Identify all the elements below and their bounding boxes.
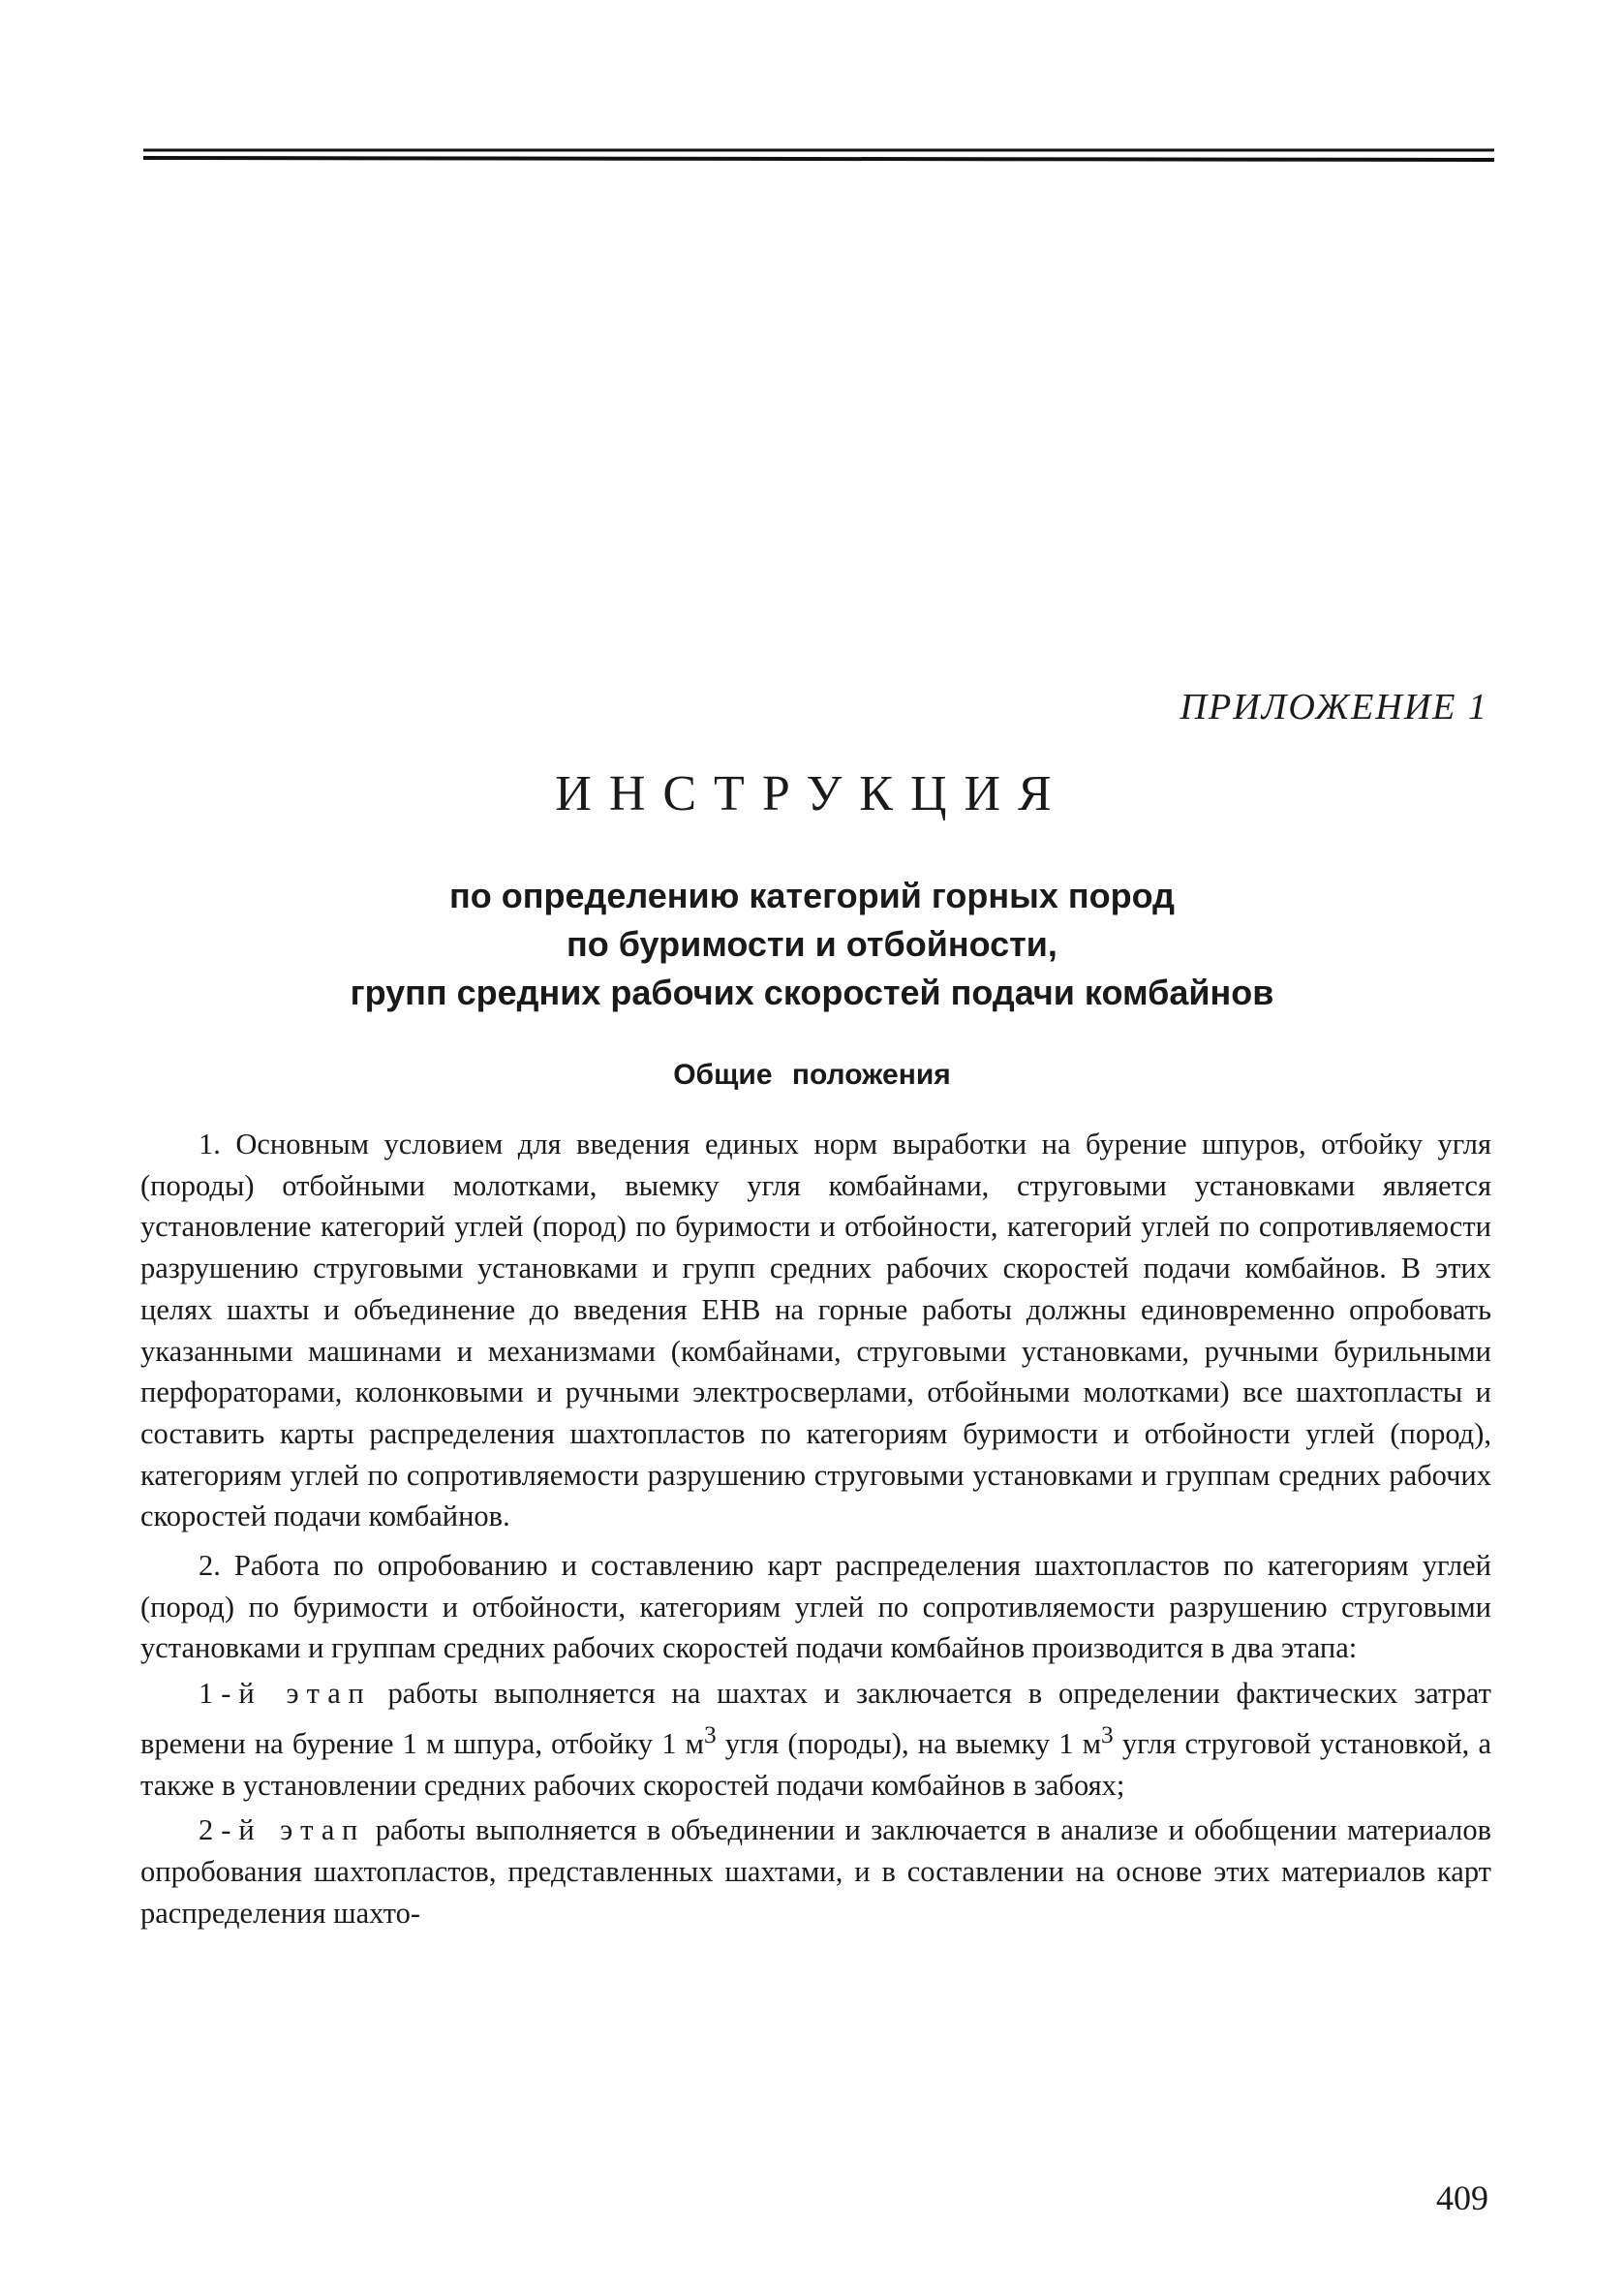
stage-1-label: 1-й этап (199, 1677, 372, 1711)
stage-1-text-c: угля струговой установкой, а также в установлении средних рабочих скоростей подачи комбайнов в забоях; (140, 1727, 1491, 1802)
paragraph-stage-1 (140, 1673, 1491, 1806)
paragraph-2: 2. Работа по опробованию и составлению карт распределения шахтопластов по категориям углей (пород) по буримости и отбойности, категориям углей по сопротивляемости разрушению струговыми установками и группам средних рабочих скоростей подачи комбайнов производится в два этапа: (140, 1549, 1491, 1665)
stage-2-text: работы выполняется в объединении и заключается в анализе и обобщении материалов опробования шахтопластов, представленных шахтами, и в составлении на основе этих материалов карт распределения шахто- (140, 1813, 1491, 1930)
document-title: ИНСТРУКЦИЯ (555, 766, 1069, 821)
paragraph-1: 1. Основным условием для введения единых норм выработки на бурение шпуров, отбойку угля (породы) отбойными молотками, выемку угля комбайнами, струговыми установками является установление категорий углей (пород) по буримости и отбойности, категорий углей по сопротивляемости разрушению струговыми установками и групп средних рабочих скоростей подачи комбайнов. В этих целях шахты и объединение до введения ЕНВ на горные работы должны единовременно опробовать указанными машинами и механизмами (комбайнами, струговыми установками, ручными бурильными перфораторами, колонковыми и ручными электросверлами, отбойными молотками) все шахтопласты и составить карты распределения шахтопластов по категориям буримости и отбойности углей (пород), категориям углей по сопротивляемости разрушению струговыми установками и группам средних рабочих скоростей подачи комбайнов. (140, 1128, 1491, 1533)
stage-2-label: 2-й этап (199, 1813, 366, 1847)
stage-1-text-b: угля (породы), на выемку 1 м (716, 1727, 1102, 1760)
appendix-label: ПРИЛОЖЕНИЕ 1 (1180, 687, 1488, 727)
section-heading: Общие положения (673, 1059, 951, 1091)
superscript-cubic-1: 3 (703, 1720, 717, 1748)
page-number: 409 (1436, 2179, 1488, 2217)
subtitle-line-3: групп средних рабочих скоростей подачи комбайнов (350, 973, 1274, 1012)
top-rule (143, 145, 1494, 167)
document-subtitle (0, 872, 1624, 1017)
body-text (140, 1124, 1491, 1938)
superscript-cubic-2: 3 (1101, 1720, 1114, 1748)
top-rule-lower-line (143, 158, 1494, 160)
paragraph-stage-2 (140, 1810, 1491, 1933)
subtitle-line-2: по буримости и отбойности, (567, 924, 1057, 964)
stage-1-text-a: работы выполняется на шахтах и заключается в определении фактических затрат времени на бурение 1 м шпура, отбойку 1 м (140, 1677, 1491, 1760)
subtitle-line-1: по определению категорий горных пород (449, 876, 1175, 915)
